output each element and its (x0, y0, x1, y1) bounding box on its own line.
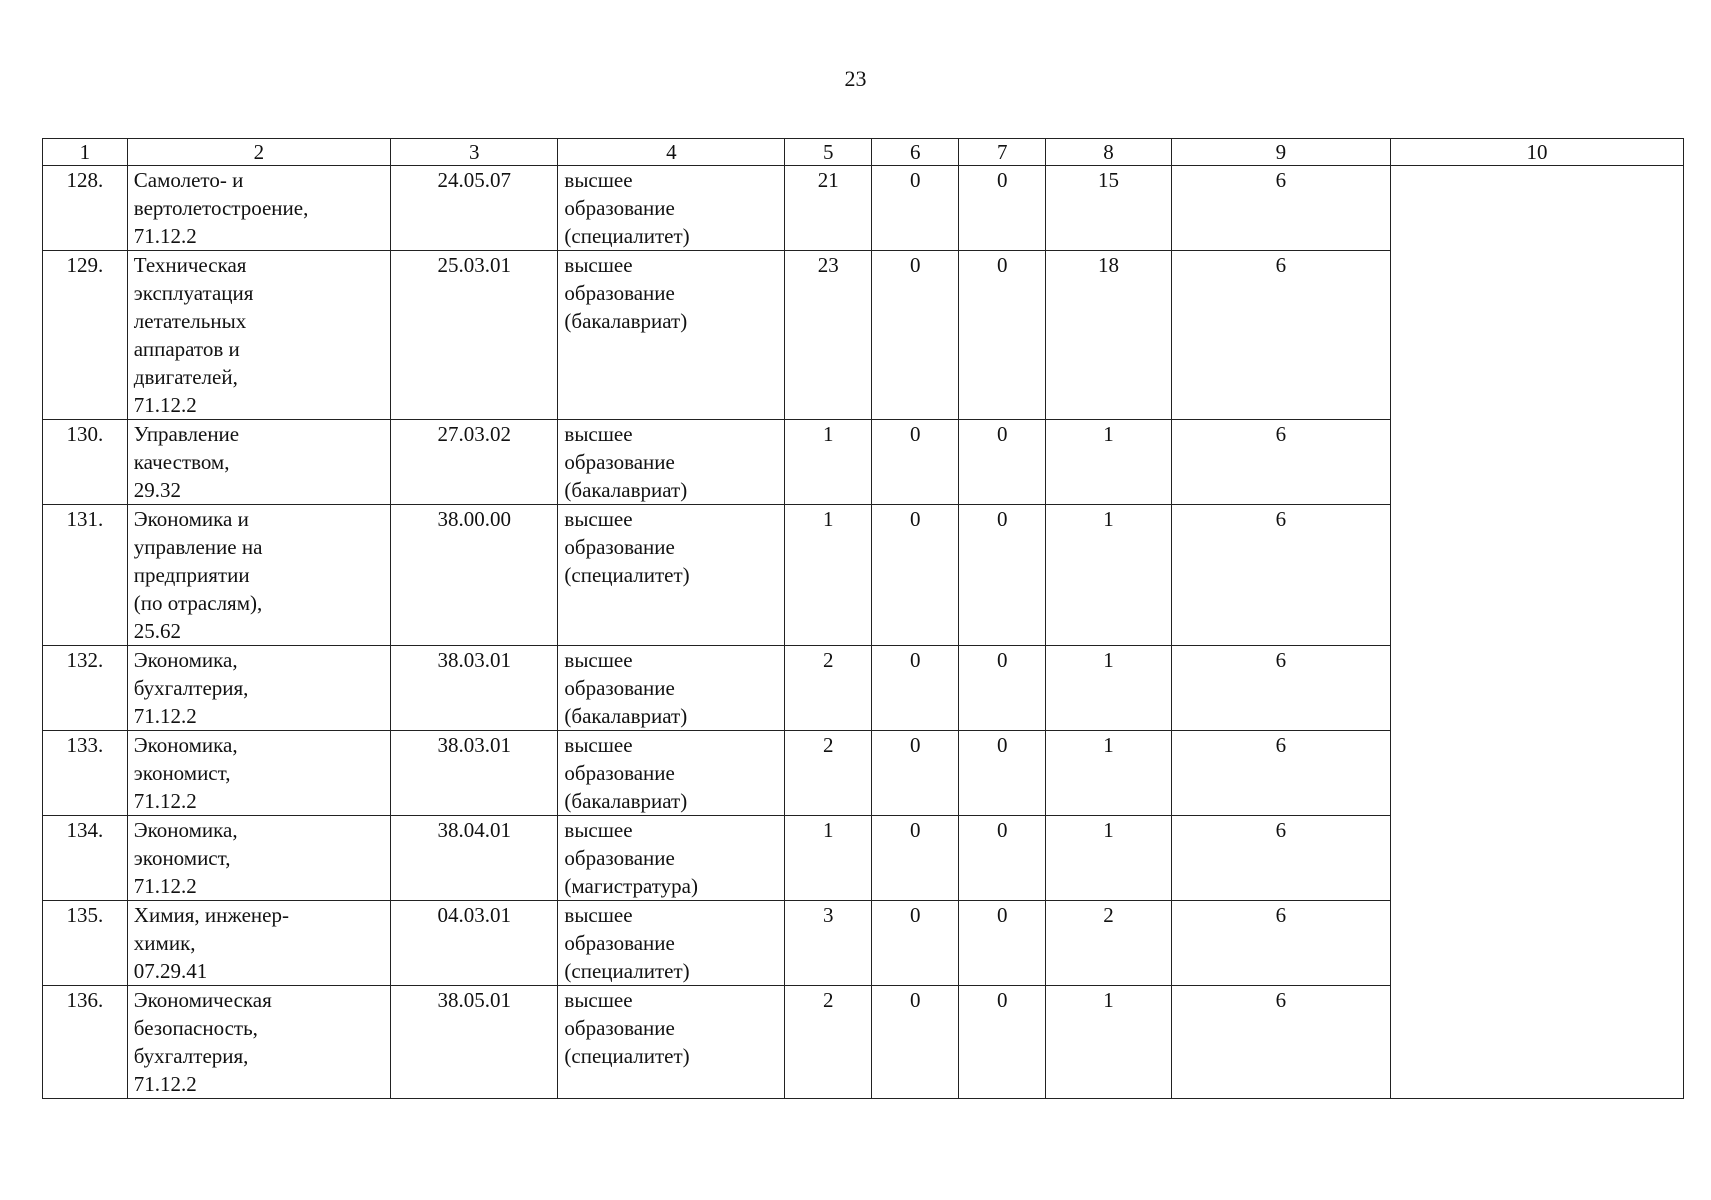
specialty-name: Экономика и управление на предприятии (по отраслям), 25.62 (127, 505, 390, 646)
specialty-code: 25.03.01 (391, 251, 558, 420)
col-6-value: 0 (872, 901, 959, 986)
col-7-value: 0 (959, 816, 1046, 901)
col-8-value: 15 (1046, 166, 1172, 251)
col-5-value: 21 (785, 166, 872, 251)
row-number: 131. (43, 505, 128, 646)
education-level: высшее образование (специалитет) (558, 901, 785, 986)
col-7-value: 0 (959, 420, 1046, 505)
table-row (43, 166, 1684, 251)
header-col-3: 3 (391, 139, 558, 166)
col-5-value: 1 (785, 505, 872, 646)
col-9-value: 6 (1171, 901, 1390, 986)
col-7-value: 0 (959, 505, 1046, 646)
col-8-value: 1 (1046, 420, 1172, 505)
col-10-merged-cell (1390, 166, 1683, 1099)
col-8-value: 1 (1046, 986, 1172, 1099)
header-col-9: 9 (1171, 139, 1390, 166)
row-number: 130. (43, 420, 128, 505)
specialty-code: 38.03.01 (391, 731, 558, 816)
col-8-value: 2 (1046, 901, 1172, 986)
col-9-value: 6 (1171, 816, 1390, 901)
specialty-name: Техническая эксплуатация летательных аппаратов и двигателей, 71.12.2 (127, 251, 390, 420)
row-number: 129. (43, 251, 128, 420)
page-number: 23 (844, 66, 867, 91)
education-level: высшее образование (бакалавриат) (558, 646, 785, 731)
education-level: высшее образование (специалитет) (558, 986, 785, 1099)
col-9-value: 6 (1171, 251, 1390, 420)
row-number: 135. (43, 901, 128, 986)
col-6-value: 0 (872, 166, 959, 251)
col-8-value: 1 (1046, 731, 1172, 816)
header-col-1: 1 (43, 139, 128, 166)
specialty-name: Экономика, бухгалтерия, 71.12.2 (127, 646, 390, 731)
col-8-value: 1 (1046, 646, 1172, 731)
specialty-name: Экономика, экономист, 71.12.2 (127, 731, 390, 816)
col-9-value: 6 (1171, 986, 1390, 1099)
data-table (42, 138, 1684, 1099)
specialty-code: 38.04.01 (391, 816, 558, 901)
col-5-value: 2 (785, 731, 872, 816)
col-6-value: 0 (872, 251, 959, 420)
col-6-value: 0 (872, 731, 959, 816)
specialty-code: 24.05.07 (391, 166, 558, 251)
col-8-value: 1 (1046, 505, 1172, 646)
header-col-10: 10 (1390, 139, 1683, 166)
row-number: 132. (43, 646, 128, 731)
specialty-code: 38.03.01 (391, 646, 558, 731)
specialty-name: Экономическая безопасность, бухгалтерия, 71.12.2 (127, 986, 390, 1099)
specialty-name: Управление качеством, 29.32 (127, 420, 390, 505)
col-6-value: 0 (872, 505, 959, 646)
header-col-2: 2 (127, 139, 390, 166)
education-level: высшее образование (бакалавриат) (558, 251, 785, 420)
col-9-value: 6 (1171, 166, 1390, 251)
col-6-value: 0 (872, 816, 959, 901)
header-col-8: 8 (1046, 139, 1172, 166)
col-7-value: 0 (959, 646, 1046, 731)
col-5-value: 3 (785, 901, 872, 986)
row-number: 133. (43, 731, 128, 816)
col-9-value: 6 (1171, 646, 1390, 731)
education-level: высшее образование (специалитет) (558, 166, 785, 251)
col-5-value: 23 (785, 251, 872, 420)
col-7-value: 0 (959, 251, 1046, 420)
header-row (43, 139, 1684, 166)
header-col-7: 7 (959, 139, 1046, 166)
education-level: высшее образование (магистратура) (558, 816, 785, 901)
col-5-value: 2 (785, 646, 872, 731)
education-level: высшее образование (бакалавриат) (558, 420, 785, 505)
specialty-name: Экономика, экономист, 71.12.2 (127, 816, 390, 901)
col-7-value: 0 (959, 901, 1046, 986)
specialty-code: 27.03.02 (391, 420, 558, 505)
col-7-value: 0 (959, 166, 1046, 251)
specialty-name: Самолето- и вертолетостроение, 71.12.2 (127, 166, 390, 251)
col-6-value: 0 (872, 986, 959, 1099)
col-7-value: 0 (959, 731, 1046, 816)
header-col-6: 6 (872, 139, 959, 166)
col-6-value: 0 (872, 420, 959, 505)
specialty-code: 04.03.01 (391, 901, 558, 986)
col-5-value: 2 (785, 986, 872, 1099)
education-level: высшее образование (специалитет) (558, 505, 785, 646)
header-col-5: 5 (785, 139, 872, 166)
row-number: 136. (43, 986, 128, 1099)
col-9-value: 6 (1171, 420, 1390, 505)
header-col-4: 4 (558, 139, 785, 166)
specialty-name: Химия, инженер- химик, 07.29.41 (127, 901, 390, 986)
row-number: 134. (43, 816, 128, 901)
col-9-value: 6 (1171, 731, 1390, 816)
table-body (43, 166, 1684, 1099)
col-6-value: 0 (872, 646, 959, 731)
col-9-value: 6 (1171, 505, 1390, 646)
col-5-value: 1 (785, 420, 872, 505)
specialty-code: 38.05.01 (391, 986, 558, 1099)
col-8-value: 18 (1046, 251, 1172, 420)
specialty-code: 38.00.00 (391, 505, 558, 646)
col-8-value: 1 (1046, 816, 1172, 901)
education-level: высшее образование (бакалавриат) (558, 731, 785, 816)
row-number: 128. (43, 166, 128, 251)
col-7-value: 0 (959, 986, 1046, 1099)
col-5-value: 1 (785, 816, 872, 901)
